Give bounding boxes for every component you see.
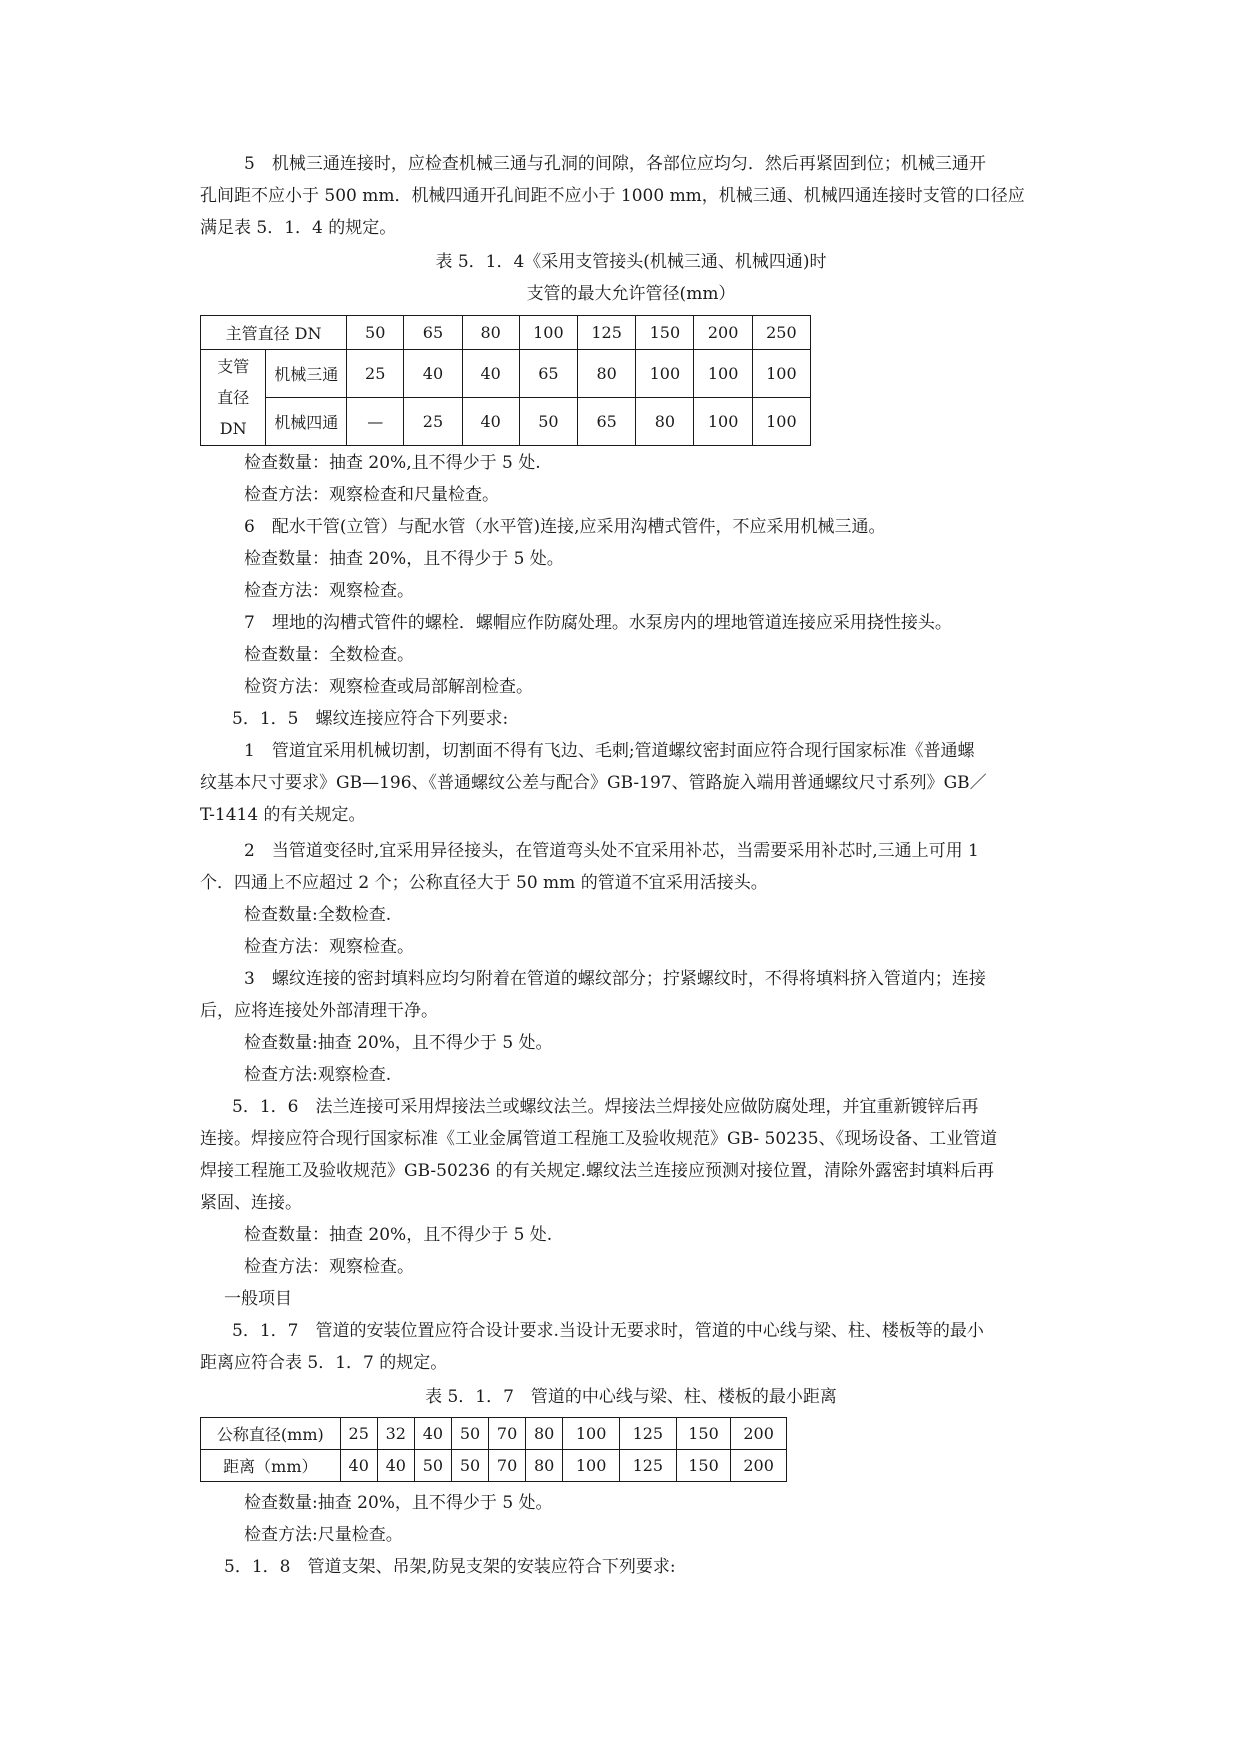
table1-cell: 100 (694, 398, 752, 446)
clause-5-1-5-heading: 5．1．5 螺纹连接应符合下列要求: (232, 709, 509, 729)
check-method-line: 检查方法：观察检查。 (244, 937, 414, 957)
table2-row-distance (201, 1450, 787, 1482)
para-5-line-3: 满足表 5．1．4 的规定。 (200, 218, 397, 238)
table1-cell: 80 (636, 398, 694, 446)
table1-group-label-line: DN (219, 419, 247, 438)
thread-item-3-line-2: 后，应将连接处外部清理干净。 (200, 1001, 438, 1021)
table1-cell: — (347, 398, 404, 446)
table1-header-cell: 50 (347, 316, 404, 350)
table1-header-cell: 150 (636, 316, 694, 350)
table-branch-pipe-diameter (200, 315, 811, 446)
table2-cell: 50 (451, 1418, 488, 1450)
table2-cell: 70 (489, 1418, 526, 1450)
table2-cell: 100 (563, 1418, 620, 1450)
thread-item-2-line-2: 个．四通上不应超过 2 个；公称直径大于 50 mm 的管道不宜采用活接头。 (200, 873, 768, 893)
check-method-line: 检查方法:尺量检查。 (244, 1525, 403, 1545)
table2-cell: 200 (731, 1418, 787, 1450)
table1-cell: 65 (578, 398, 636, 446)
thread-item-2-line-1: 2 当管道变径时,宜采用异径接头，在管道弯头处不宜采用补芯，当需要采用补芯时,三通上可用 1 (244, 841, 979, 861)
table1-cell: 65 (519, 350, 577, 398)
check-quantity-line: 检查数量：抽查 20%，且不得少于 5 处. (244, 1225, 553, 1245)
thread-item-1-line-3: T-1414 的有关规定。 (200, 805, 366, 825)
table1-row-label: 机械四通 (266, 398, 347, 446)
table2-cell: 32 (377, 1418, 414, 1450)
table1-cell: 100 (694, 350, 752, 398)
check-method-line: 检查方法：观察检查。 (244, 1257, 414, 1277)
table2-caption: 表 5．1．7 管道的中心线与梁、柱、楼板的最小距离 (425, 1387, 837, 1407)
table2-cell: 150 (676, 1418, 731, 1450)
check-quantity-line: 检查数量:抽查 20%，且不得少于 5 处。 (244, 1493, 553, 1513)
table1-cell: 40 (404, 350, 462, 398)
table1-header-cell: 125 (578, 316, 636, 350)
check-quantity-line: 检查数量：全数检查。 (244, 645, 414, 665)
table1-header-cell: 250 (752, 316, 810, 350)
table2-cell: 40 (340, 1450, 377, 1482)
table2-row-label: 距离（mm） (201, 1450, 341, 1482)
table1-header-row (201, 316, 811, 350)
clause-5-1-6-line-4: 紧固、连接。 (200, 1193, 302, 1213)
table1-header-cell: 80 (462, 316, 519, 350)
table1-cell: 40 (462, 398, 519, 446)
check-quantity-line: 检查数量：抽查 20%,且不得少于 5 处. (244, 453, 541, 473)
table-min-distance (200, 1417, 787, 1482)
table1-caption-line-2: 支管的最大允许管径(mm） (526, 284, 736, 304)
table2-row-label: 公称直径(mm) (201, 1418, 341, 1450)
table2-cell: 25 (340, 1418, 377, 1450)
clause-5-1-8-heading: 5．1．8 管道支架、吊架,防晃支架的安装应符合下列要求: (224, 1557, 676, 1577)
table1-cell: 50 (519, 398, 577, 446)
table1-cell: 100 (636, 350, 694, 398)
table2-cell: 80 (526, 1418, 563, 1450)
item-7-line: 7 埋地的沟槽式管件的螺栓．螺帽应作防腐处理。水泵房内的埋地管道连接应采用挠性接头。 (244, 613, 952, 633)
general-items-heading: 一般项目 (224, 1289, 292, 1309)
table1-cell: 40 (462, 350, 519, 398)
clause-5-1-7-line-1: 5．1．7 管道的安装位置应符合设计要求.当设计无要求时，管道的中心线与梁、柱、楼板等的最小 (232, 1321, 984, 1341)
clause-5-1-6-line-1: 5．1．6 法兰连接可采用焊接法兰或螺纹法兰。焊接法兰焊接处应做防腐处理，并宜重新镀锌后再 (232, 1097, 979, 1117)
para-5-line-2: 孔间距不应小于 500 mm．机械四通开孔间距不应小于 1000 mm，机械三通、机械四通连接时支管的口径应 (200, 186, 1025, 206)
check-method-line: 检查方法：观察检查。 (244, 581, 414, 601)
table2-cell: 125 (619, 1418, 676, 1450)
table1-header-label: 主管直径 DN (201, 316, 347, 350)
table1-group-label-line: 直径 (217, 388, 250, 407)
table2-cell: 200 (731, 1450, 787, 1482)
check-quantity-line: 检查数量:抽查 20%，且不得少于 5 处。 (244, 1033, 553, 1053)
table1-row-tee (201, 350, 811, 398)
table2-cell: 50 (414, 1450, 451, 1482)
clause-5-1-6-line-3: 焊接工程施工及验收规范》GB-50236 的有关规定.螺纹法兰连接应预测对接位置，清除外露密封填料后再 (200, 1161, 995, 1181)
table1-caption-line-1: 表 5．1．4《采用支管接头(机械三通、机械四通)时 (435, 252, 827, 272)
thread-item-1-line-1: 1 管道宜采用机械切割，切割面不得有飞边、毛刺;管道螺纹密封面应符合现行国家标准《普通螺 (244, 741, 975, 761)
item-6-line: 6 配水干管(立管）与配水管（水平管)连接,应采用沟槽式管件，不应采用机械三通。 (244, 517, 886, 537)
table2-cell: 40 (377, 1450, 414, 1482)
table1-group-label-line: 支管 (217, 357, 250, 376)
clause-5-1-6-line-2: 连接。焊接应符合现行国家标准《工业金属管道工程施工及验收规范》GB- 50235、《现场设备、工业管道 (200, 1129, 998, 1149)
table1-row-label: 机械三通 (266, 350, 347, 398)
table1-cell: 100 (752, 350, 810, 398)
clause-5-1-7-line-2: 距离应符合表 5．1．7 的规定。 (200, 1353, 448, 1373)
table2-row-diameter (201, 1418, 787, 1450)
table1-cell: 100 (752, 398, 810, 446)
table1-header-cell: 200 (694, 316, 752, 350)
table2-cell: 50 (451, 1450, 488, 1482)
thread-item-1-line-2: 纹基本尺寸要求》GB—196、《普通螺纹公差与配合》GB-197、管路旋入端用普通螺纹尺寸系列》GB／ (200, 773, 987, 793)
check-quantity-line: 检查数量:全数检查. (244, 905, 392, 925)
table1-cell: 80 (578, 350, 636, 398)
table2-cell: 100 (563, 1450, 620, 1482)
check-method-line: 检查方法：观察检查和尺量检查。 (244, 485, 499, 505)
table1-cell: 25 (404, 398, 462, 446)
table1-row-cross (201, 398, 811, 446)
check-quantity-line: 检查数量：抽查 20%，且不得少于 5 处。 (244, 549, 564, 569)
table2-cell: 40 (414, 1418, 451, 1450)
table1-header-cell: 100 (519, 316, 577, 350)
thread-item-3-line-1: 3 螺纹连接的密封填料应均匀附着在管道的螺纹部分；拧紧螺纹时，不得将填料挤入管道内；连接 (244, 969, 986, 989)
table1-cell: 25 (347, 350, 404, 398)
table2-cell: 70 (489, 1450, 526, 1482)
check-method-line: 检查方法:观察检查. (244, 1065, 392, 1085)
check-method-line: 检资方法：观察检查或局部解剖检查。 (244, 677, 533, 697)
table2-cell: 150 (676, 1450, 731, 1482)
para-5-line-1: 5 机械三通连接时，应检查机械三通与孔洞的间隙，各部位应均匀．然后再紧固到位；机械三通开 (244, 154, 986, 174)
table2-cell: 80 (526, 1450, 563, 1482)
table2-cell: 125 (619, 1450, 676, 1482)
table1-group-label (201, 350, 266, 446)
table1-header-cell: 65 (404, 316, 462, 350)
